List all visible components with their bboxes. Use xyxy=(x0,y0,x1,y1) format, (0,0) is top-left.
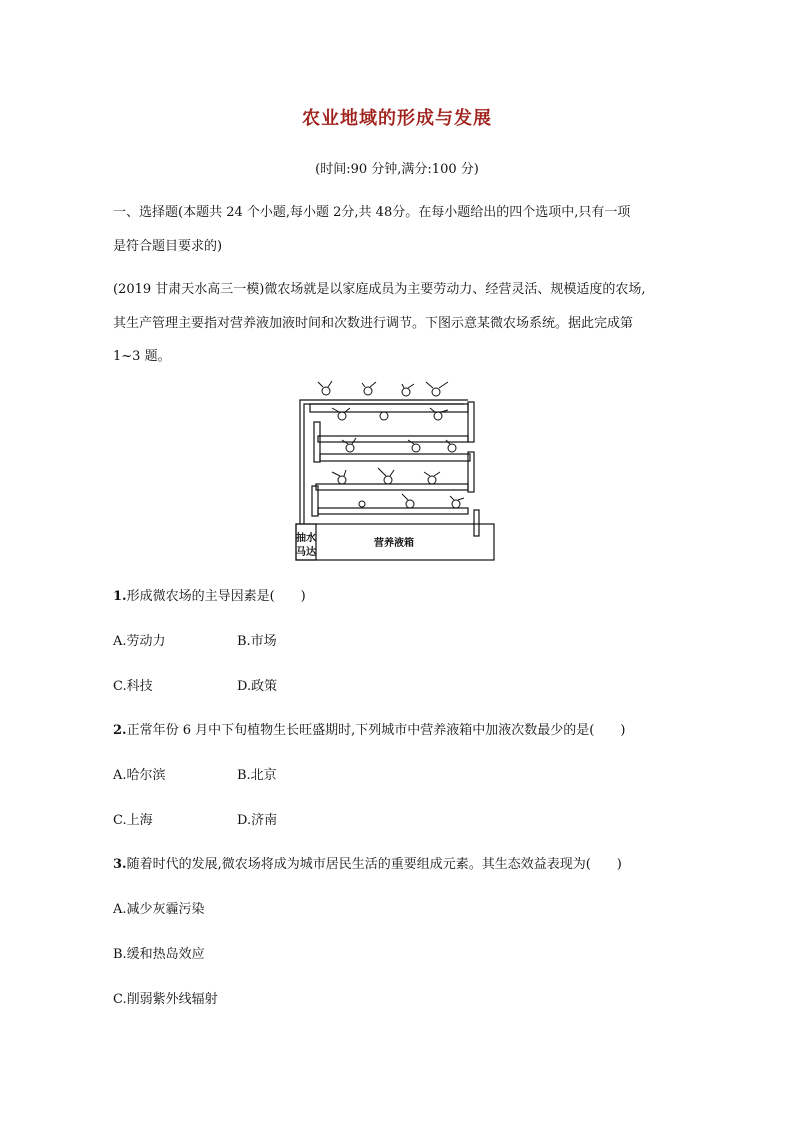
plant-icon xyxy=(332,408,350,420)
plant-icon xyxy=(402,494,414,508)
option-a[interactable]: A.减少灰霾污染 xyxy=(113,902,205,917)
plant-icon xyxy=(402,384,414,396)
question-number: 1. xyxy=(113,589,127,604)
option-c[interactable]: C.上海 xyxy=(113,813,153,828)
section-heading-line-2: 是符合题目要求的) xyxy=(113,239,223,254)
question-stem: 正常年份 6 月中下旬植物生长旺盛期时,下列城市中营养液箱中加液次数最少的是( ) xyxy=(126,723,626,738)
plant-icon xyxy=(380,412,388,420)
option-b[interactable]: B.缓和热岛效应 xyxy=(113,947,205,962)
tank-label: 营养液箱 xyxy=(374,538,414,549)
option-c[interactable]: C.科技 xyxy=(113,679,153,694)
plant-icon xyxy=(342,438,356,452)
question-1 xyxy=(113,585,306,604)
plant-icon xyxy=(332,470,346,484)
plant-icon xyxy=(450,496,464,508)
option-a[interactable]: A.哈尔滨 xyxy=(113,768,166,783)
exam-info: (时间:90 分钟,满分:100 分) xyxy=(315,162,479,177)
plant-icon xyxy=(430,408,448,420)
option-b[interactable]: B.市场 xyxy=(237,634,277,649)
micro-farm-diagram xyxy=(290,378,502,564)
option-a[interactable]: A.劳动力 xyxy=(113,634,166,649)
question-stem: 形成微农场的主导因素是( ) xyxy=(126,589,306,604)
plant-icon xyxy=(424,472,440,484)
intro-line-3: 1~3 题。 xyxy=(113,349,171,364)
question-2 xyxy=(113,719,625,738)
plant-icon xyxy=(378,468,394,484)
page-title: 农业地域的形成与发展 xyxy=(302,108,492,129)
section-heading-line-1: 一、选择题(本题共 24 个小题,每小题 2分,共 48分。在每小题给出的四个选项中,只有一项 xyxy=(113,205,631,220)
option-b[interactable]: B.北京 xyxy=(237,768,277,783)
pump-label-1: 抽水 xyxy=(296,533,316,544)
plant-icon xyxy=(426,382,448,396)
intro-line-1: (2019 甘肃天水高三一模)微农场就是以家庭成员为主要劳动力、经营灵活、规模适度的农场, xyxy=(113,282,646,297)
question-3 xyxy=(113,853,622,872)
plant-icon xyxy=(318,381,332,395)
plant-icon xyxy=(359,501,365,507)
plant-icon xyxy=(362,382,376,395)
intro-line-2: 其生产管理主要指对营养液加液时间和次数进行调节。下图示意某微农场系统。据此完成第 xyxy=(113,316,634,331)
option-d[interactable]: D.济南 xyxy=(237,813,278,828)
question-number: 2. xyxy=(113,723,127,738)
question-number: 3. xyxy=(113,857,127,872)
question-stem: 随着时代的发展,微农场将成为城市居民生活的重要组成元素。其生态效益表现为( ) xyxy=(126,857,622,872)
option-c[interactable]: C.削弱紫外线辐射 xyxy=(113,992,218,1007)
pump-label-2: 马达 xyxy=(296,547,316,558)
option-d[interactable]: D.政策 xyxy=(237,679,278,694)
